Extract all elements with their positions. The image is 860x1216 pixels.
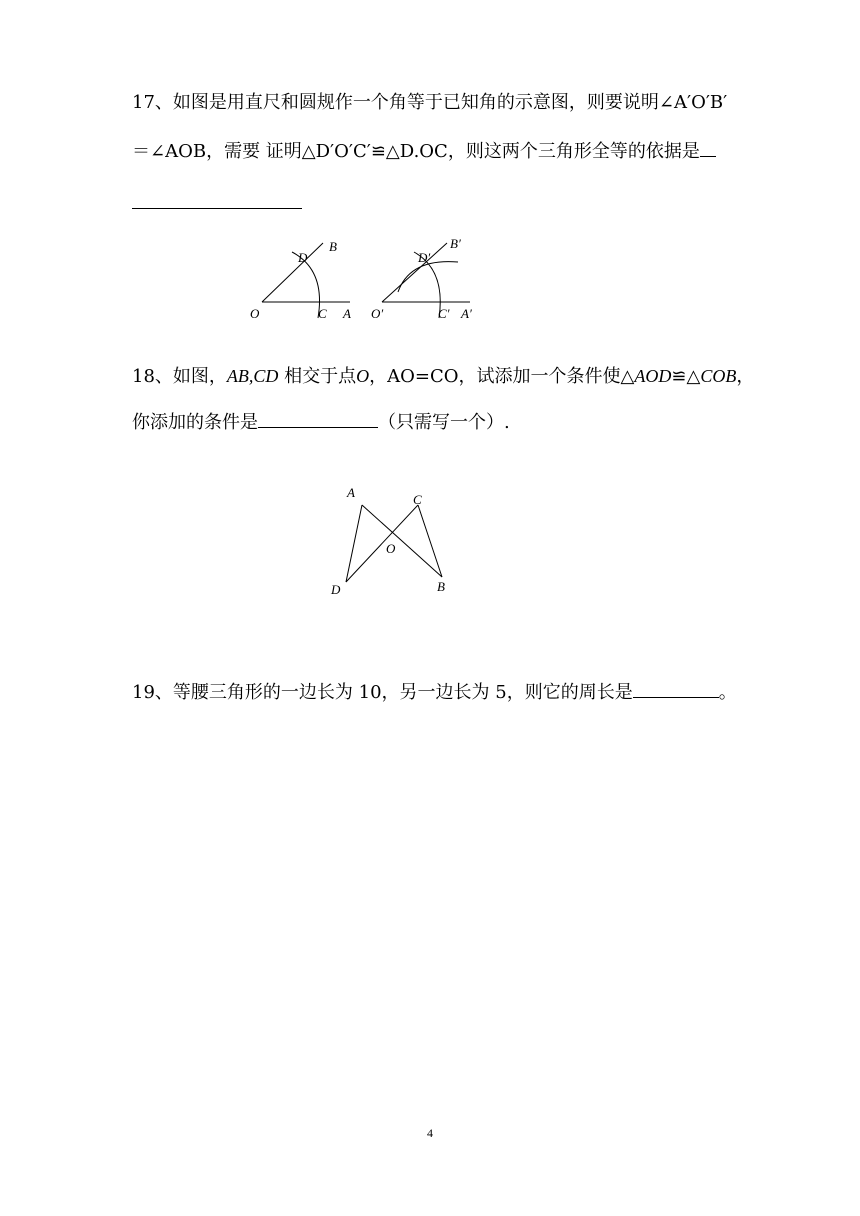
arc-C'D' xyxy=(414,252,440,318)
arc-D'-small xyxy=(398,262,458,292)
segment-CD xyxy=(346,505,418,582)
q18-line-1: 18、如图，AB,CD 相交于点O，AO=CO，试添加一个条件使△AOD≌△COB， xyxy=(132,366,755,387)
ray-O'B' xyxy=(382,243,447,302)
q18-triangle-AOD: AOD xyxy=(634,366,672,386)
q18-triangle-COB: COB xyxy=(700,366,737,386)
q18-labels xyxy=(330,485,445,597)
page-number: 4 xyxy=(427,1126,433,1140)
label-B-prime: B′ xyxy=(450,236,461,251)
q18-segment-AB: AB xyxy=(226,366,249,386)
label-O: O xyxy=(250,306,260,321)
label-q18-O: O xyxy=(386,541,396,556)
label-O-prime: O′ xyxy=(371,306,384,321)
segment-AB xyxy=(362,505,442,577)
label-D: D xyxy=(298,250,308,265)
q17-labels xyxy=(250,236,472,321)
label-q18-B: B xyxy=(437,579,445,594)
q17-line-3 xyxy=(132,188,302,219)
label-B: B xyxy=(329,239,337,254)
q18-point-O: O xyxy=(356,366,370,386)
arc-CD xyxy=(292,252,320,318)
segment-CB xyxy=(418,505,442,577)
q17-line-2: ＝∠AOB，需要 证明△D′O′C′≌△D.OC，则这两个三角形全等的依据是 xyxy=(132,136,716,167)
q18-line-2: 你添加的条件是 （只需写一个）. xyxy=(132,407,510,438)
q18-segment-CD: CD xyxy=(253,366,279,386)
segment-AD xyxy=(346,505,362,582)
label-q18-A: A xyxy=(347,485,355,500)
label-A: A xyxy=(343,306,351,321)
label-q18-D: D xyxy=(331,582,341,597)
label-C-prime: C′ xyxy=(438,306,450,321)
ray-OB xyxy=(262,243,323,302)
q17-answer-blank-a[interactable] xyxy=(700,136,716,157)
label-A-prime: A′ xyxy=(461,306,472,321)
q17-figure-left xyxy=(262,243,350,318)
label-q18-C: C xyxy=(413,492,422,507)
q19-answer-blank[interactable] xyxy=(633,677,719,698)
q19-line-1: 19、等腰三角形的一边长为 10，另一边长为 5，则它的周长是 。 xyxy=(132,677,737,708)
label-D-prime: D′ xyxy=(418,250,431,265)
q18-figure xyxy=(346,505,442,582)
q17-answer-blank-b[interactable] xyxy=(132,188,302,209)
q17-figure-right xyxy=(382,243,470,318)
q17-line-1: 17、如图是用直尺和圆规作一个角等于已知角的示意图，则要说明∠A′O′B′ xyxy=(132,92,728,113)
label-C: C xyxy=(318,306,327,321)
q18-answer-blank[interactable] xyxy=(258,407,378,428)
